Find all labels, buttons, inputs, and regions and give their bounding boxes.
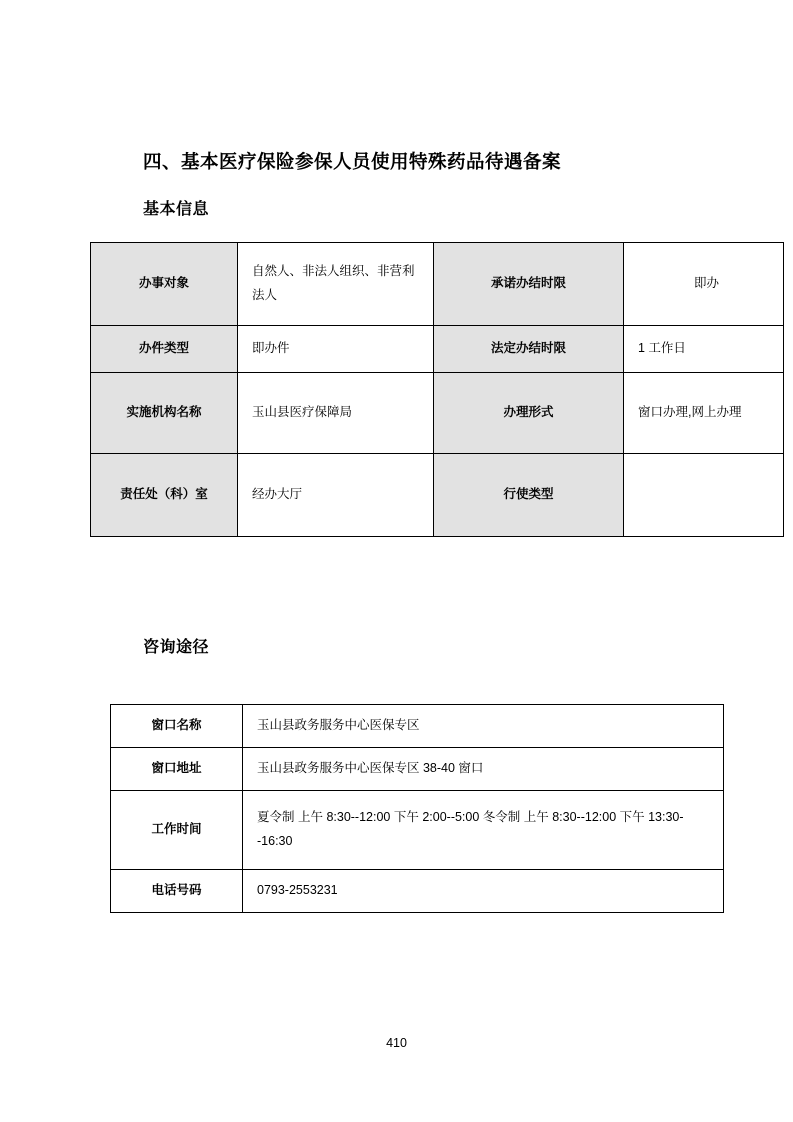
basic-info-value-case-type: 即办件 [238,326,434,373]
contact-label-phone: 电话号码 [111,870,243,913]
basic-info-value-legal-time: 1 工作日 [624,326,784,373]
contact-info-table [110,704,724,913]
contact-value-working-hours: 夏令制 上午 8:30--12:00 下午 2:00--5:00 冬令制 上午 8:30--12:00 下午 13:30--16:30 [243,791,724,870]
contact-value-window-address: 玉山县政务服务中心医保专区 38-40 窗口 [243,748,724,791]
table-row [111,870,724,913]
basic-info-label-exercise-type: 行使类型 [434,454,624,537]
table-row [91,373,784,454]
basic-info-value-responsible-dept: 经办大厅 [238,454,434,537]
contact-value-window-name: 玉山县政务服务中心医保专区 [243,705,724,748]
basic-info-value-agency-name: 玉山县医疗保障局 [238,373,434,454]
basic-info-label-legal-time: 法定办结时限 [434,326,624,373]
basic-info-value-service-object: 自然人、非法人组织、非营利法人 [238,243,434,326]
basic-info-label-promised-time: 承诺办结时限 [434,243,624,326]
page-number: 410 [386,1036,407,1050]
table-row [91,454,784,537]
contact-label-window-address: 窗口地址 [111,748,243,791]
table-row [91,243,784,326]
basic-info-value-promised-time: 即办 [624,243,784,326]
basic-info-label-agency-name: 实施机构名称 [91,373,238,454]
basic-info-label-case-type: 办件类型 [91,326,238,373]
contact-label-window-name: 窗口名称 [111,705,243,748]
section-heading-contact: 咨询途径 [143,639,210,656]
page-title: 四、基本医疗保险参保人员使用特殊药品待遇备案 [143,151,562,172]
basic-info-table [90,242,784,537]
basic-info-label-handling-form: 办理形式 [434,373,624,454]
basic-info-label-service-object: 办事对象 [91,243,238,326]
basic-info-label-responsible-dept: 责任处（科）室 [91,454,238,537]
contact-value-phone: 0793-2553231 [243,870,724,913]
basic-info-value-handling-form: 窗口办理,网上办理 [624,373,784,454]
table-row [111,705,724,748]
table-row [111,791,724,870]
table-row [91,326,784,373]
section-heading-basic-info: 基本信息 [143,201,210,218]
table-row [111,748,724,791]
basic-info-value-exercise-type [624,454,784,537]
contact-label-working-hours: 工作时间 [111,791,243,870]
